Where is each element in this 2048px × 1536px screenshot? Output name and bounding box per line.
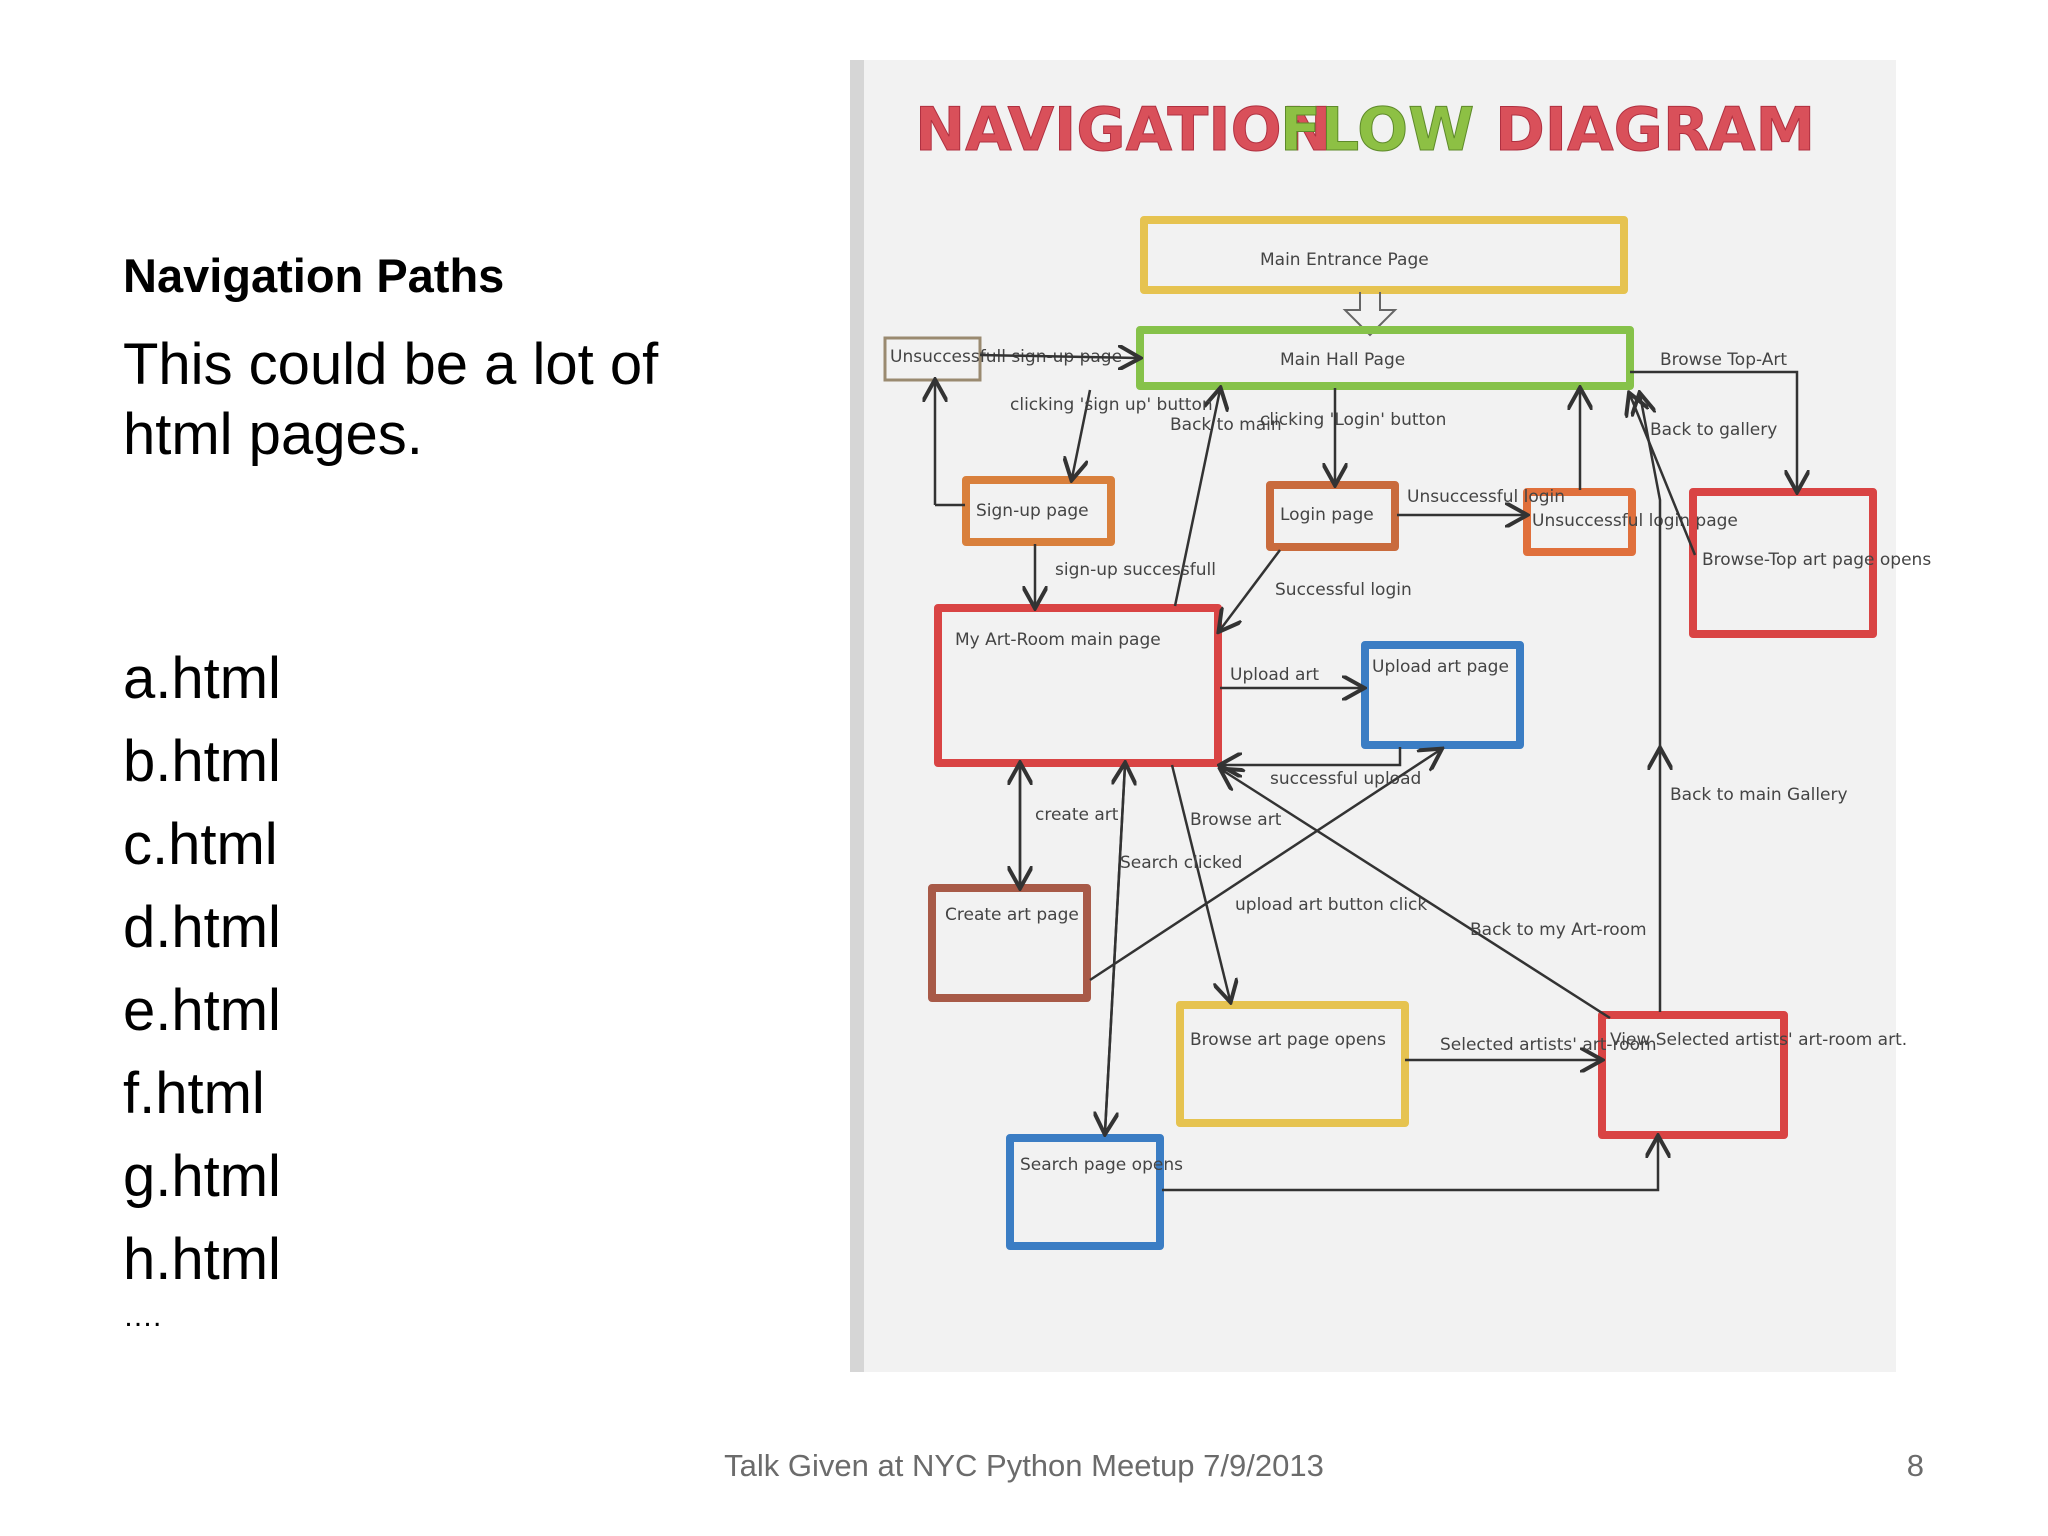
file-item: c.html <box>123 812 278 877</box>
node-label: My Art-Room main page <box>955 630 1161 650</box>
edge-label: Upload art <box>1230 665 1320 685</box>
node-label: Main Hall Page <box>1280 350 1406 370</box>
edge-label: clicking 'Login' button <box>1260 410 1447 430</box>
edge-label: successful upload <box>1270 769 1422 789</box>
node-label: Browse-Top art page opens <box>1702 550 1932 570</box>
node-label: Unsuccessful login page <box>1532 511 1738 531</box>
diagram-title-word: FLOW <box>1280 95 1475 165</box>
file-item: f.html <box>123 1061 265 1126</box>
edge <box>1630 395 1695 555</box>
edge <box>1220 550 1280 630</box>
node-label: Main Entrance Page <box>1260 250 1429 270</box>
edge <box>1222 770 1610 1018</box>
slide-intro: This could be a lot of html pages. <box>123 332 659 467</box>
node-label: Browse art page opens <box>1190 1030 1386 1050</box>
file-item: g.html <box>123 1144 281 1209</box>
navigation-flow-diagram <box>850 60 1932 1372</box>
node-label: View Selected artists' art-room art. <box>1610 1030 1908 1050</box>
node-browse-art <box>1180 1005 1405 1123</box>
slide-heading: Navigation Paths <box>123 249 505 302</box>
node-label: Unsuccessfull sign-up page <box>890 347 1123 367</box>
file-item: d.html <box>123 895 281 960</box>
edge-label: Successful login <box>1275 580 1412 600</box>
file-list <box>123 644 281 1308</box>
edge-label: upload art button click <box>1235 895 1428 915</box>
edge-label: Browse Top-Art <box>1660 350 1788 370</box>
page-number: 8 <box>1906 1448 1924 1483</box>
node-label: Login page <box>1280 505 1374 525</box>
edge <box>1222 747 1400 765</box>
slide-footer: Talk Given at NYC Python Meetup 7/9/2013 <box>724 1448 1324 1483</box>
edge-label: create art <box>1035 805 1119 825</box>
ellipsis: …. <box>123 1300 162 1333</box>
file-item: a.html <box>123 646 281 711</box>
edge <box>1172 765 1230 1000</box>
file-item: h.html <box>123 1227 281 1292</box>
diagram-title-word: NAVIGATION <box>915 95 1332 165</box>
edge-label: Search clicked <box>1120 853 1243 873</box>
node-label: Search page opens <box>1020 1155 1183 1175</box>
diagram-title-word: DIAGRAM <box>1495 95 1816 165</box>
edge-label: clicking 'sign up' button <box>1010 395 1213 415</box>
node-label: Upload art page <box>1372 657 1509 677</box>
file-item: e.html <box>123 978 281 1043</box>
edge-label: Back to gallery <box>1650 420 1778 440</box>
edge <box>1640 395 1660 750</box>
edge-label: Back to my Art-room <box>1470 920 1647 940</box>
node-label: Sign-up page <box>976 501 1089 521</box>
edge-label: sign-up successfull <box>1055 560 1216 580</box>
edge-label: Back to main <box>1170 415 1282 435</box>
edge-label: Unsuccessful login <box>1407 487 1566 507</box>
file-item: b.html <box>123 729 281 794</box>
node-label: Create art page <box>945 905 1079 925</box>
edge-label: Browse art <box>1190 810 1282 830</box>
edge-label: Selected artists' art-room <box>1440 1035 1657 1055</box>
edge-label: Back to main Gallery <box>1670 785 1848 805</box>
diagram-photo <box>850 60 1932 1372</box>
edge <box>1162 1138 1658 1190</box>
